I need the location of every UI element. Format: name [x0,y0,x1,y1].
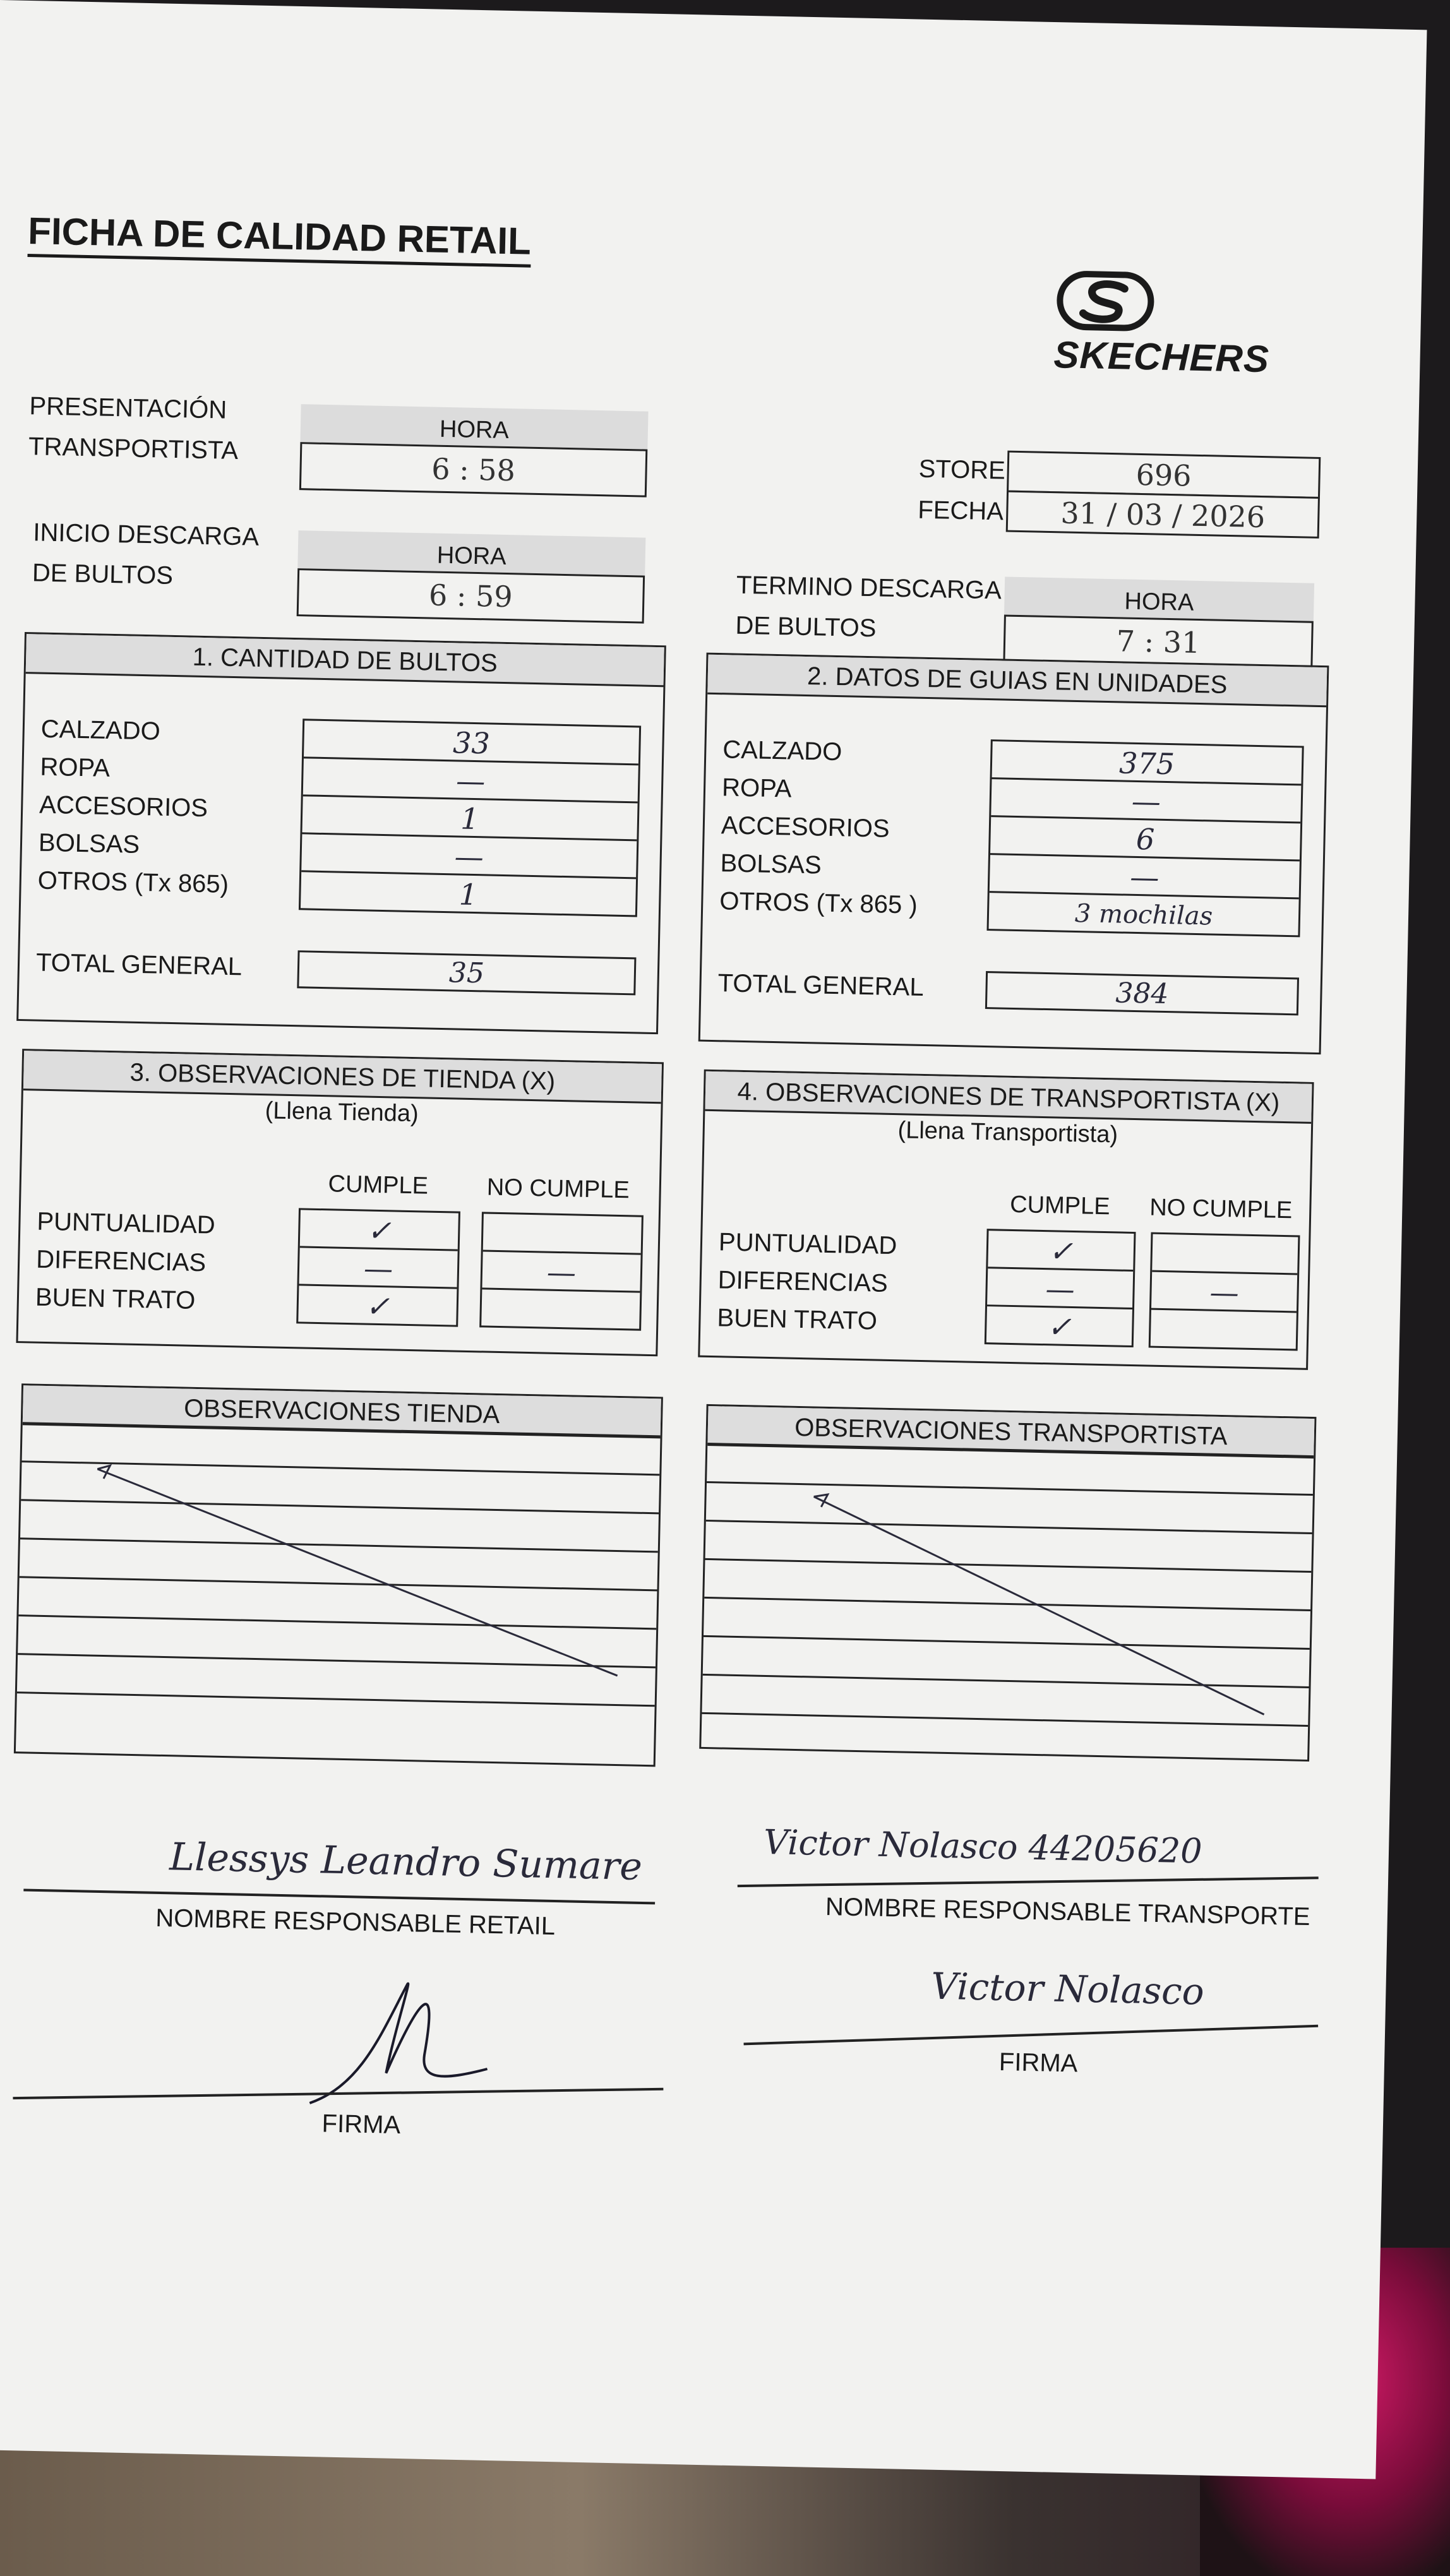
termino-descarga-hora: HORA 7 : 31 [1003,577,1314,669]
obs-tienda-rows: PUNTUALIDAD DIFERENCIAS BUEN TRATO [35,1207,216,1315]
inicio-descarga-label: INICIO DESCARGA DE BULTOS [32,518,260,590]
skechers-s-icon [1054,268,1156,333]
obs-tienda-no-cumple-boxes: — [479,1212,644,1330]
obs-transportista-title: 4. OBSERVACIONES DE TRANSPORTISTA (X) [705,1071,1312,1124]
store-label: STORE [918,455,1006,485]
transporte-firma-label: FIRMA [998,2048,1078,2078]
inicio-descarga-hora: HORA 6 : 59 [297,530,646,623]
brand-logo [1041,268,1321,388]
obs-tienda-title: 3. OBSERVACIONES DE TIENDA (X) [23,1051,662,1104]
obs-tienda-no-cumple-header: NO CUMPLE [486,1174,630,1204]
comentarios-tienda-box [14,1383,663,1767]
store-value: 696 [1007,451,1321,499]
presentacion-label: PRESENTACIÓN TRANSPORTISTA [28,392,239,465]
bultos-total-value: 35 [297,950,636,995]
bultos-labels: CALZADO ROPA ACCESORIOS BOLSAS OTROS (Tx 865) [37,715,229,898]
comentarios-transportista-box [699,1404,1316,1762]
obs-transportista-section [698,1070,1314,1370]
fecha-label: FECHA [917,496,1004,526]
form-title: FICHA DE CALIDAD RETAIL [27,209,531,268]
obs-transportista-rows: PUNTUALIDAD DIFERENCIAS BUEN TRATO [717,1228,897,1335]
obs-transportista-cumple-header: CUMPLE [1009,1191,1110,1220]
comentarios-tienda-title: OBSERVACIONES TIENDA [23,1385,661,1438]
retail-name-line [23,1888,655,1904]
retail-name-label: NOMBRE RESPONSABLE RETAIL [155,1904,556,1941]
bultos-total-label: TOTAL GENERAL [35,948,243,981]
datos-guias-section [698,653,1329,1055]
transporte-signature-mark: Victor Nolasco [930,1964,1205,2013]
cantidad-bultos-title: 1. CANTIDAD DE BULTOS [26,634,664,687]
presentacion-hora-value: 6 : 58 [299,442,647,498]
strike-through-mark [16,1385,661,1765]
obs-tienda-section [16,1049,664,1356]
termino-descarga-hora-value: 7 : 31 [1003,615,1313,669]
brand-wordmark: SKECHERS [1053,333,1270,381]
obs-transportista-no-cumple-boxes: — [1149,1232,1300,1351]
obs-tienda-cumple-header: CUMPLE [328,1171,429,1200]
guias-total-value: 384 [985,971,1299,1015]
comentarios-transportista-title: OBSERVACIONES TRANSPORTISTA [707,1406,1314,1458]
transporte-firma-line [744,2025,1319,2046]
retail-firma-label: FIRMA [321,2109,401,2140]
guias-total-label: TOTAL GENERAL [717,969,925,1001]
presentacion-hora: HORA 6 : 58 [299,404,649,497]
cantidad-bultos-section [16,632,666,1034]
termino-descarga-label: TERMINO DESCARGA DE BULTOS [735,571,1002,643]
retail-responsable-name: Llessys Leandro Sumare [169,1835,643,1889]
transporte-responsable-name: Victor Nolasco 44205620 [763,1822,1203,1871]
transporte-name-label: NOMBRE RESPONSABLE TRANSPORTE [825,1893,1310,1931]
guias-labels: CALZADO ROPA ACCESORIOS BOLSAS OTROS (Tx 865 ) [719,736,918,919]
bultos-values: 33 — 1 — 1 [299,719,641,917]
transporte-name-line [738,1876,1319,1887]
guias-values: 375 — 6 — 3 mochilas [986,739,1303,937]
obs-transportista-subtitle: (Llena Transportista) [897,1117,1118,1148]
obs-tienda-cumple-boxes: ✓ — ✓ [296,1208,460,1327]
datos-guias-title: 2. DATOS DE GUIAS EN UNIDADES [707,655,1327,708]
obs-transportista-cumple-boxes: ✓ — ✓ [985,1229,1136,1347]
fecha-value: 31 / 03 / 2026 [1006,491,1320,539]
strike-through-mark [701,1406,1314,1760]
obs-tienda-subtitle: (Llena Tienda) [265,1097,419,1128]
inicio-descarga-hora-value: 6 : 59 [297,568,645,624]
obs-transportista-no-cumple-header: NO CUMPLE [1149,1194,1293,1224]
